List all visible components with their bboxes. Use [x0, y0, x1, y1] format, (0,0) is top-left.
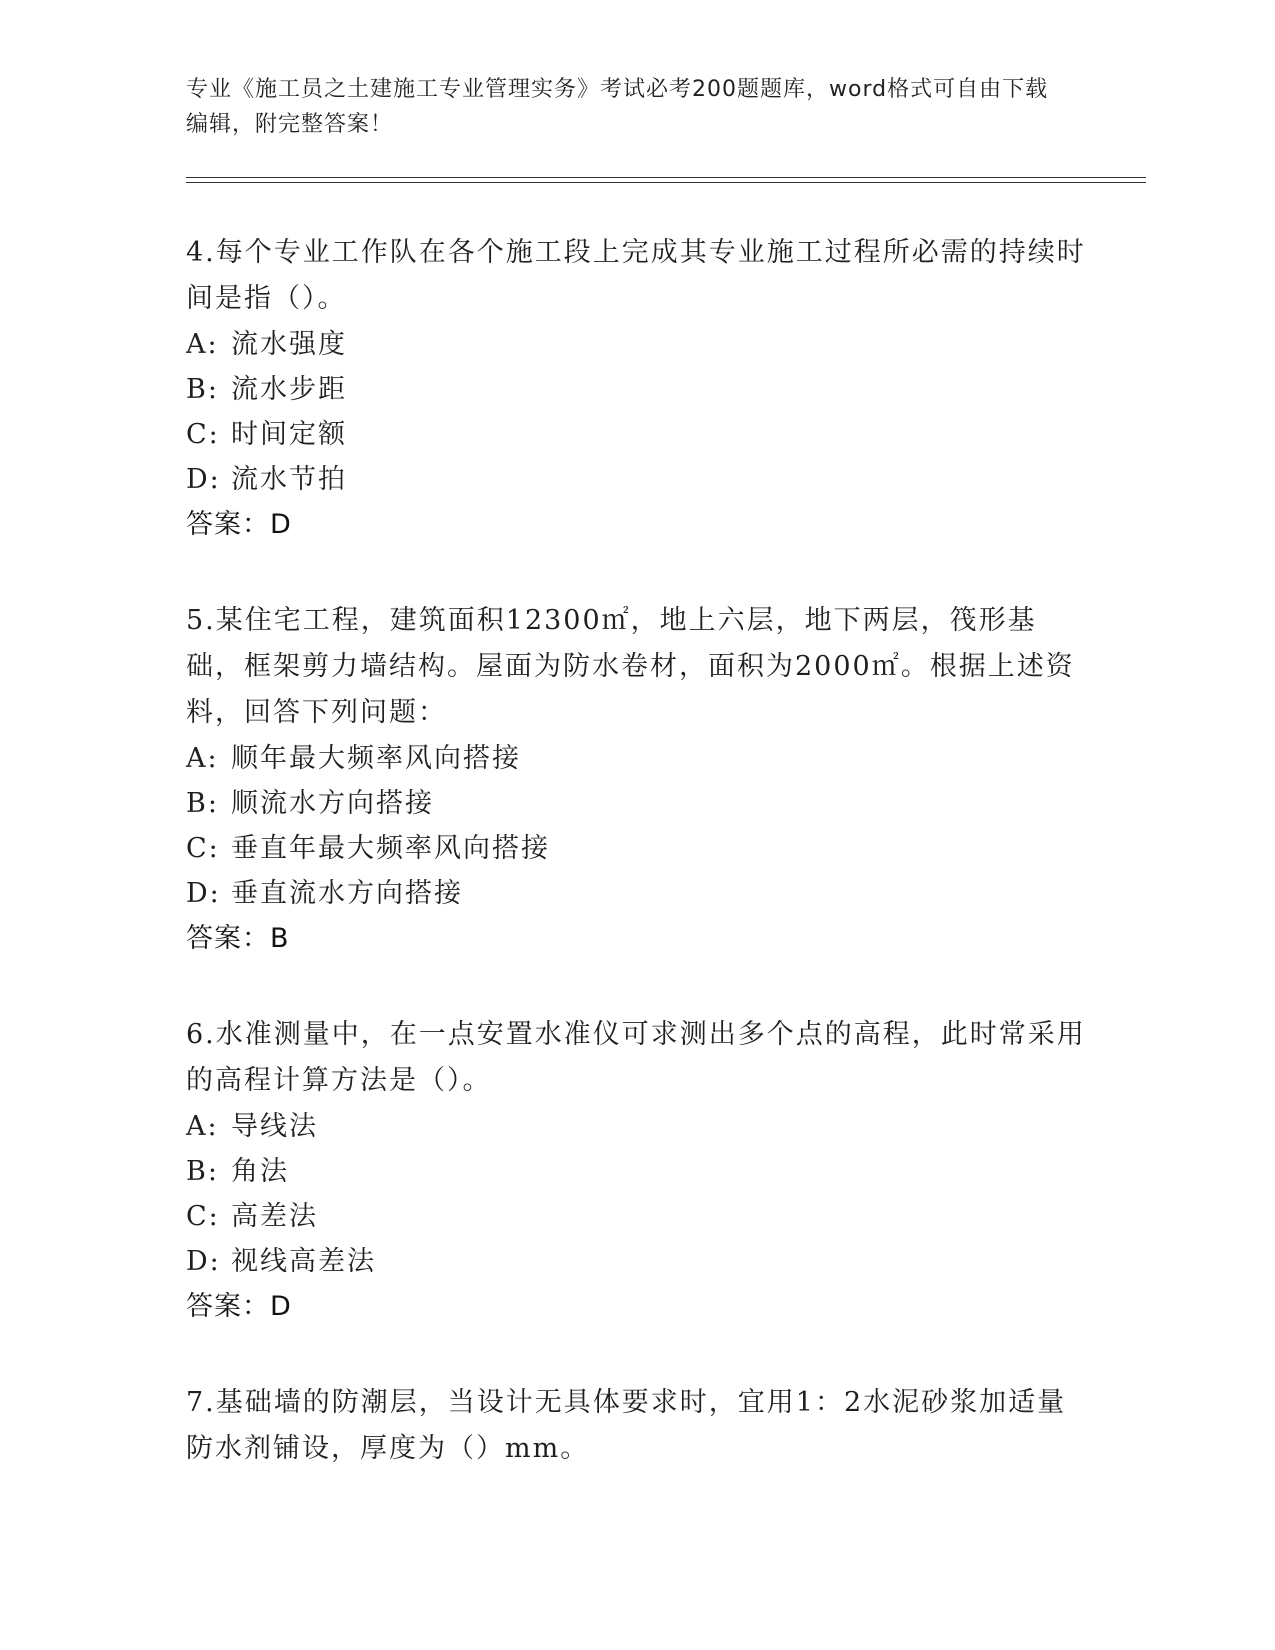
question-5 — [186, 598, 1086, 962]
option-c — [186, 412, 1086, 457]
question-stem: 7.基础墙的防潮层，当设计无具体要求时，宜用1：2水泥砂浆加适量防水剂铺设，厚度为（）mm。 — [186, 1387, 1067, 1464]
question-7 — [186, 1380, 1086, 1472]
answer-label: 答案：D — [186, 509, 292, 540]
option-d — [186, 457, 1086, 502]
option-key: A: — [186, 743, 219, 774]
option-text: 高差法 — [231, 1201, 318, 1232]
option-text: 顺流水方向搭接 — [231, 788, 434, 819]
option-c — [186, 1194, 1086, 1239]
option-key: D: — [186, 878, 221, 909]
question-4 — [186, 230, 1086, 548]
option-text: 顺年最大频率风向搭接 — [231, 743, 521, 774]
option-key: D: — [186, 1246, 221, 1277]
option-key: A: — [186, 329, 219, 360]
option-d — [186, 1239, 1086, 1284]
option-key: D: — [186, 464, 221, 495]
option-text: 流水步距 — [231, 374, 347, 405]
option-text: 流水节拍 — [231, 464, 347, 495]
option-key: C: — [186, 833, 220, 864]
option-a — [186, 1104, 1086, 1149]
option-text: 垂直年最大频率风向搭接 — [231, 833, 550, 864]
option-a — [186, 736, 1086, 781]
header-divider-bottom — [186, 182, 1146, 183]
option-d — [186, 871, 1086, 916]
option-c — [186, 826, 1086, 871]
option-a — [186, 322, 1086, 367]
option-key: B: — [186, 788, 219, 819]
question-6 — [186, 1012, 1086, 1330]
option-text: 导线法 — [231, 1111, 318, 1142]
answer-label: 答案：B — [186, 923, 290, 954]
option-b — [186, 1149, 1086, 1194]
option-text: 流水强度 — [231, 329, 347, 360]
option-text: 视线高差法 — [231, 1246, 376, 1277]
option-key: C: — [186, 419, 220, 450]
question-stem: 5.某住宅工程，建筑面积12300㎡，地上六层，地下两层，筏形基础，框架剪力墙结构。屋面为防水卷材，面积为2000㎡。根据上述资料，回答下列问题： — [186, 605, 1075, 728]
option-key: B: — [186, 374, 219, 405]
answer-label: 答案：D — [186, 1291, 292, 1322]
option-key: B: — [186, 1156, 219, 1187]
question-list — [186, 230, 1086, 1522]
option-text: 时间定额 — [231, 419, 347, 450]
option-key: A: — [186, 1111, 219, 1142]
document-intro: 专业《施工员之土建施工专业管理实务》考试必考200题题库，word格式可自由下载编辑，附完整答案！ — [186, 77, 1049, 137]
question-stem: 4.每个专业工作队在各个施工段上完成其专业施工过程所必需的持续时间是指（）。 — [186, 237, 1086, 314]
question-stem: 6.水准测量中，在一点安置水准仪可求测出多个点的高程，此时常采用的高程计算方法是（）。 — [186, 1019, 1086, 1096]
header-divider-top — [186, 177, 1146, 178]
option-b — [186, 367, 1086, 412]
option-text: 垂直流水方向搭接 — [231, 878, 463, 909]
option-key: C: — [186, 1201, 220, 1232]
option-b — [186, 781, 1086, 826]
option-text: 角法 — [231, 1156, 289, 1187]
